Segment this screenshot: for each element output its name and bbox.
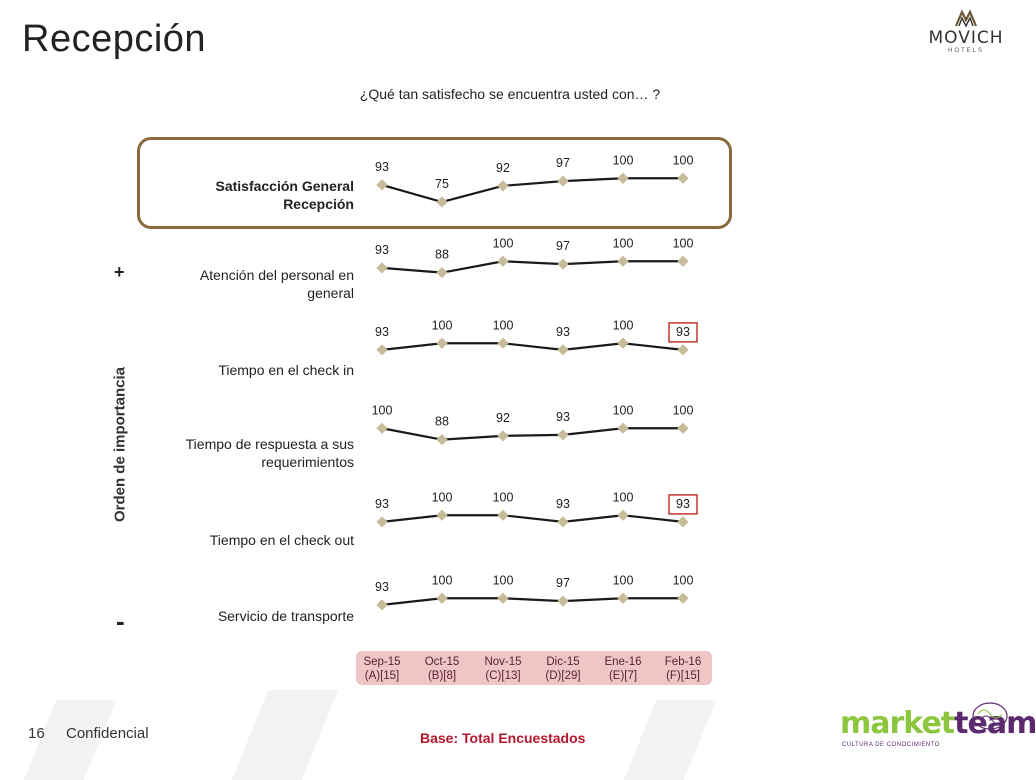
row-label-checkin: Tiempo en el check in: [218, 362, 354, 378]
period-label: [593, 655, 653, 683]
data-label: 93: [676, 496, 690, 511]
data-point-marker: [436, 338, 447, 349]
page-number: 16: [28, 725, 45, 742]
data-label: 100: [492, 236, 514, 251]
data-point-marker: [376, 262, 387, 273]
data-point-marker: [617, 593, 628, 604]
minus-sign: -: [116, 606, 125, 636]
data-point-marker: [677, 423, 688, 434]
row-label-atencion: Atención del personal en general: [199, 267, 354, 301]
data-label: 88: [435, 247, 449, 262]
data-point-marker: [677, 173, 688, 184]
data-label: 92: [496, 160, 510, 175]
data-point-marker: [557, 429, 568, 440]
series-line: [382, 515, 683, 522]
row-label-respuesta: Tiempo de respuesta a sus requerimientos: [185, 436, 354, 470]
logo-team-word: team: [954, 706, 1036, 741]
period-base: (E)[7]: [608, 670, 638, 682]
data-point-marker: [436, 510, 447, 521]
data-point-marker: [376, 516, 387, 527]
data-label: 93: [676, 324, 690, 339]
period-base: (A)[15]: [364, 670, 400, 682]
period-label: [533, 655, 593, 683]
data-label: 100: [672, 153, 694, 168]
period-base: (C)[13]: [485, 670, 521, 682]
data-point-marker: [436, 267, 447, 278]
data-label: 93: [556, 496, 570, 511]
data-label: 100: [612, 153, 634, 168]
data-label: 93: [375, 242, 389, 257]
axis-title: Orden de importancia: [111, 366, 129, 523]
page-title: Recepción: [22, 18, 207, 60]
data-label: 100: [492, 318, 514, 333]
data-label: 97: [556, 239, 570, 254]
data-point-marker: [557, 516, 568, 527]
brain-icon: [970, 700, 1010, 736]
data-point-marker: [677, 593, 688, 604]
data-point-marker: [376, 423, 387, 434]
data-point-marker: [497, 593, 508, 604]
data-label: 100: [612, 236, 634, 251]
data-label: 100: [612, 573, 634, 588]
data-point-marker: [557, 344, 568, 355]
period-base: (D)[29]: [545, 670, 581, 682]
period-month: Feb-16: [664, 656, 702, 668]
data-label: 97: [556, 156, 570, 171]
question-text: ¿Qué tan satisfecho se encuentra usted con… ?: [359, 86, 661, 102]
period-base: (B)[8]: [427, 670, 457, 682]
period-label: [473, 655, 533, 683]
period-label: [412, 655, 472, 683]
period-month: Nov-15: [484, 656, 522, 668]
data-label: 93: [375, 579, 389, 594]
data-point-marker: [617, 173, 628, 184]
period-label: [653, 655, 713, 683]
data-label: 100: [431, 573, 453, 588]
data-point-marker: [376, 344, 387, 355]
data-point-marker: [557, 595, 568, 606]
data-label: 100: [672, 403, 694, 418]
data-point-marker: [497, 256, 508, 267]
period-month: Oct-15: [424, 656, 460, 668]
data-point-marker: [497, 180, 508, 191]
data-label: 100: [672, 236, 694, 251]
data-label: 100: [612, 490, 634, 505]
data-point-marker: [436, 196, 447, 207]
data-label: 93: [556, 409, 570, 424]
data-label: 93: [375, 159, 389, 174]
plus-sign: +: [114, 262, 125, 282]
data-label: 100: [431, 490, 453, 505]
data-point-marker: [617, 423, 628, 434]
data-point-marker: [376, 599, 387, 610]
data-label: 93: [556, 324, 570, 339]
data-label: 88: [435, 414, 449, 429]
data-point-marker: [497, 430, 508, 441]
data-label: 100: [492, 573, 514, 588]
series-line: [382, 261, 683, 272]
movich-wordmark: MOVICH: [928, 28, 1004, 48]
data-point-marker: [677, 516, 688, 527]
data-label: 100: [492, 490, 514, 505]
data-point-marker: [617, 338, 628, 349]
data-label: 75: [435, 177, 449, 191]
marketteam-logo: [840, 700, 1036, 750]
data-point-marker: [557, 258, 568, 269]
period-month: Sep-15: [363, 656, 401, 668]
logo-market-word: market: [840, 706, 955, 741]
data-point-marker: [677, 256, 688, 267]
data-label: 92: [496, 410, 510, 425]
data-point-marker: [617, 510, 628, 521]
base-note: Base: Total Encuestados: [420, 730, 586, 746]
row-label-checkout: Tiempo en el check out: [209, 532, 354, 548]
series-line: [382, 178, 683, 202]
period-month: Ene-16: [604, 656, 642, 668]
data-point-marker: [376, 179, 387, 190]
series-line: [382, 428, 683, 439]
data-label: 100: [371, 403, 393, 418]
data-point-marker: [617, 256, 628, 267]
data-point-marker: [497, 510, 508, 521]
data-point-marker: [436, 434, 447, 445]
row-label-satisfaccion: Satisfacción General Recepción: [215, 178, 354, 212]
data-label: 100: [672, 573, 694, 588]
period-base: (F)[15]: [666, 670, 700, 682]
data-label: 93: [375, 496, 389, 511]
data-point-marker: [677, 344, 688, 355]
data-label: 97: [556, 576, 570, 591]
period-month: Dic-15: [546, 656, 580, 668]
data-label: 100: [612, 318, 634, 333]
confidential-label: Confidencial: [66, 725, 149, 742]
series-line: [382, 343, 683, 350]
logo-tagline: CULTURA DE CONOCIMIENTO: [842, 742, 940, 748]
data-point-marker: [557, 175, 568, 186]
data-label: 100: [431, 318, 453, 333]
data-label: 100: [612, 403, 634, 418]
movich-subtitle: HOTELS: [947, 48, 984, 54]
data-label: 93: [375, 324, 389, 339]
period-label: [352, 655, 412, 683]
row-label-transporte: Servicio de transporte: [217, 608, 354, 624]
data-point-marker: [497, 338, 508, 349]
data-point-marker: [436, 593, 447, 604]
series-line: [382, 598, 683, 605]
